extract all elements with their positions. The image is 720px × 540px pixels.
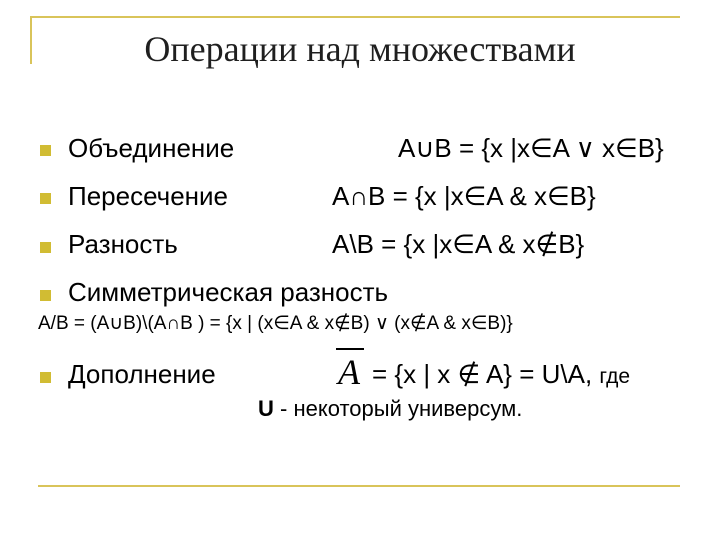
item-formula-complement [372, 359, 630, 392]
complement-symbol: A [338, 352, 360, 392]
item-formula-union: A∪B = {x |x∈A ∨ x∈B} [398, 133, 664, 163]
bullet-icon [40, 193, 51, 204]
frame-bottom-line [38, 485, 680, 487]
item-formula-difference: A\B = {x |x∈A & x∉B} [332, 229, 585, 259]
complement-overline [336, 348, 364, 350]
item-label-complement: Дополнение [68, 359, 216, 389]
slide-title: Операции над множествами [144, 29, 576, 69]
item-label-union: Объединение [68, 133, 235, 163]
item-formula-symmetric-difference: A/B = (A∪B)\(A∩B ) = {x | (x∈A & x∉B) ∨ (x∉A & x∈B)} [38, 313, 513, 334]
bullet-icon [40, 242, 51, 253]
complement-formula-main: = {x | x ∉ A} = U\A, [372, 359, 593, 389]
item-label-symmetric-difference: Симметрическая разность [68, 277, 389, 307]
universe-symbol: U [258, 396, 274, 421]
universe-note-text: - некоторый универсум. [273, 396, 523, 421]
complement-formula-tail: где [599, 365, 631, 388]
bullet-icon [40, 145, 51, 156]
frame-top-line [30, 16, 680, 18]
universe-note [258, 396, 522, 422]
bullet-icon [40, 372, 51, 383]
item-label-difference: Разность [68, 229, 178, 259]
item-formula-intersection: A∩B = {x |x∈A & x∈B} [332, 181, 596, 211]
item-label-intersection: Пересечение [68, 181, 229, 211]
bullet-icon [40, 290, 51, 301]
